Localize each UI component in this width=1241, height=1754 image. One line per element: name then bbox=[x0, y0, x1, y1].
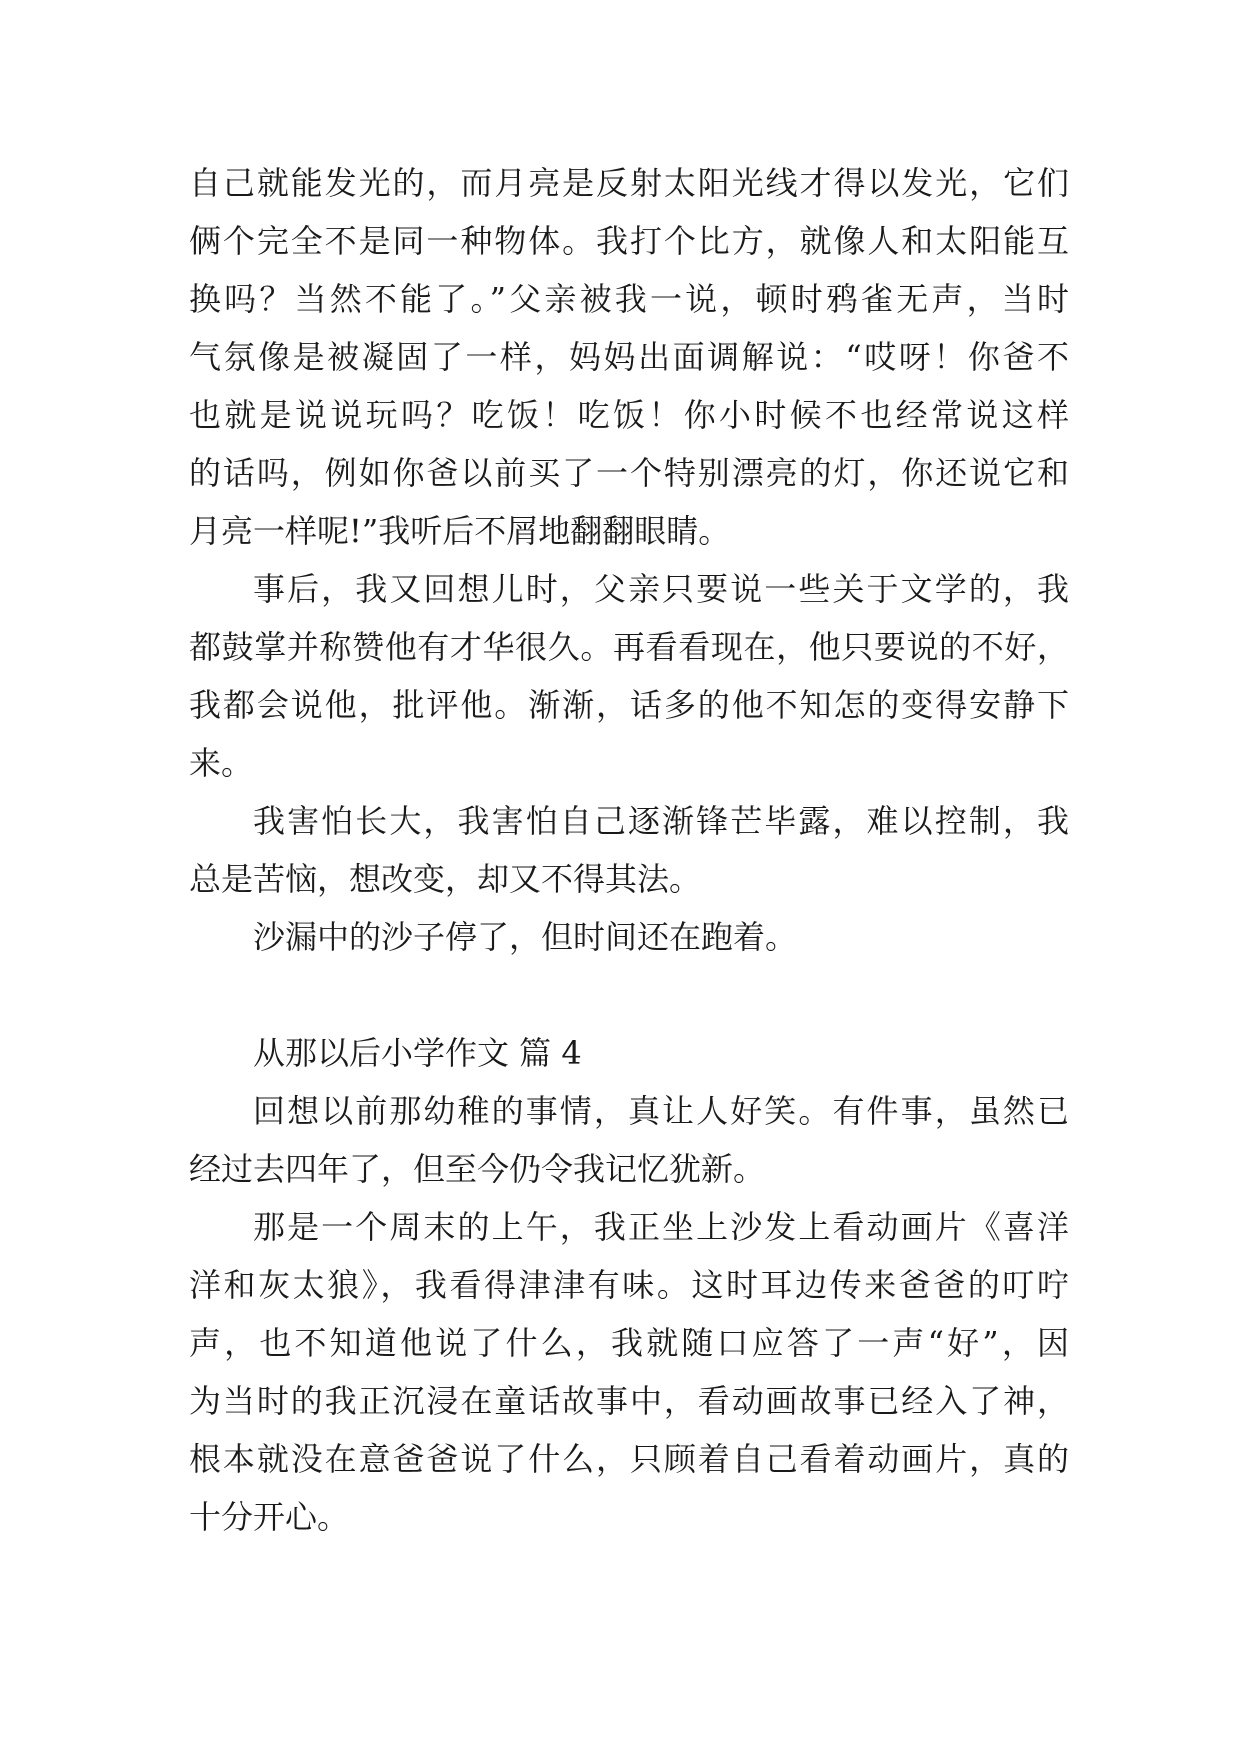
paragraph-line: 也就是说说玩吗？吃饭！吃饭！你小时候不也经常说这样 bbox=[189, 396, 1069, 434]
paragraph-line: 俩个完全不是同一种物体。我打个比方，就像人和太阳能互 bbox=[189, 222, 1069, 260]
paragraph-line: 回想以前那幼稚的事情，真让人好笑。有件事，虽然已 bbox=[253, 1092, 1069, 1130]
paragraph-line: 洋和灰太狼》，我看得津津有味。这时耳边传来爸爸的叮咛 bbox=[189, 1266, 1069, 1304]
paragraph-line: 根本就没在意爸爸说了什么，只顾着自己看着动画片，真的 bbox=[189, 1440, 1069, 1478]
paragraph-line: 的话吗，例如你爸以前买了一个特别漂亮的灯，你还说它和 bbox=[189, 454, 1069, 492]
document-body bbox=[189, 154, 1069, 1546]
paragraph-line: 都鼓掌并称赞他有才华很久。再看看现在，他只要说的不好， bbox=[189, 628, 1069, 666]
paragraph-line: 事后，我又回想儿时，父亲只要说一些关于文学的，我 bbox=[253, 570, 1069, 608]
paragraph-line: 声，也不知道他说了什么，我就随口应答了一声“好”，因 bbox=[189, 1324, 1069, 1362]
paragraph-line: 总是苦恼，想改变，却又不得其法。 bbox=[189, 860, 702, 898]
paragraph-line: 月亮一样呢!”我听后不屑地翻翻眼睛。 bbox=[189, 512, 731, 550]
paragraph-line: 我害怕长大，我害怕自己逐渐锋芒毕露，难以控制，我 bbox=[253, 802, 1069, 840]
section-heading: 从那以后小学作文 篇 4 bbox=[253, 1034, 582, 1072]
paragraph-line: 十分开心。 bbox=[189, 1498, 350, 1536]
paragraph-line: 气氛像是被凝固了一样，妈妈出面调解说：“哎呀！你爸不 bbox=[189, 338, 1069, 376]
paragraph-line: 我都会说他，批评他。渐渐，话多的他不知怎的变得安静下 bbox=[189, 686, 1069, 724]
blank-line bbox=[189, 966, 1069, 1024]
paragraph-line: 自己就能发光的，而月亮是反射太阳光线才得以发光，它们 bbox=[189, 164, 1069, 202]
paragraph-line: 那是一个周末的上午，我正坐上沙发上看动画片《喜洋 bbox=[253, 1208, 1069, 1246]
paragraph-line: 沙漏中的沙子停了，但时间还在跑着。 bbox=[253, 918, 798, 956]
paragraph-line: 来。 bbox=[189, 744, 254, 782]
paragraph-line: 换吗？当然不能了。”父亲被我一说，顿时鸦雀无声，当时 bbox=[189, 280, 1069, 318]
paragraph-line: 经过去四年了，但至今仍令我记忆犹新。 bbox=[189, 1150, 766, 1188]
paragraph-line: 为当时的我正沉浸在童话故事中，看动画故事已经入了神， bbox=[189, 1382, 1069, 1420]
